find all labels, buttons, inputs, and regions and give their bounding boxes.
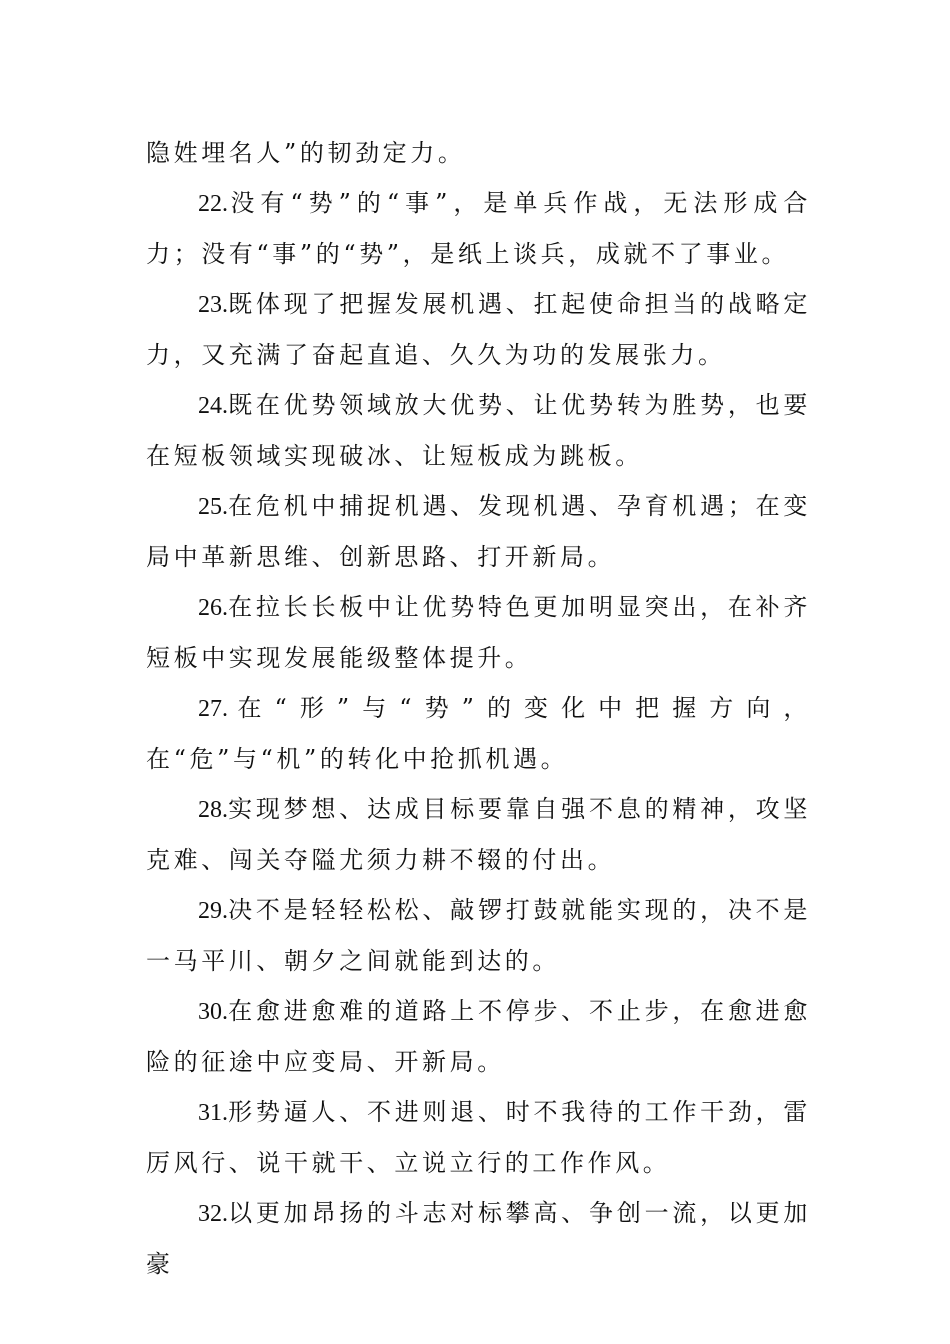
item-number: 30. — [198, 999, 228, 1025]
item-text: 既体现了把握发展机遇、扛起使命担当的战略定力，又充满了奋起直追、久久为功的发展张力。 — [146, 290, 811, 369]
item-number: 29. — [198, 898, 228, 924]
item-text: 既在优势领域放大优势、让优势转为胜势，也要在短板领域实现破冰、让短板成为跳板。 — [146, 391, 811, 470]
list-item — [146, 380, 811, 481]
list-item — [146, 279, 811, 380]
list-item — [146, 178, 811, 279]
item-text: 实现梦想、达成目标要靠自强不息的精神，攻坚克难、闯关夺隘尤须力耕不辍的付出。 — [146, 795, 811, 874]
item-number: 27. — [198, 696, 228, 722]
list-item — [146, 481, 811, 582]
item-number: 31. — [198, 1100, 228, 1126]
list-item — [146, 582, 811, 683]
item-text: 在愈进愈难的道路上不停步、不止步，在愈进愈险的征途中应变局、开新局。 — [146, 997, 811, 1076]
item-text: 在危机中捕捉机遇、发现机遇、孕育机遇；在变局中革新思维、创新思路、打开新局。 — [146, 492, 811, 571]
list-item — [146, 683, 811, 784]
item-number: 24. — [198, 393, 228, 419]
item-text: 在“形”与“势”的变化中把握方向，在“危”与“机”的转化中抢抓机遇。 — [146, 694, 811, 773]
item-number: 32. — [198, 1201, 228, 1227]
item-number: 26. — [198, 595, 228, 621]
item-number: 23. — [198, 292, 228, 318]
continuation-text: 隐姓埋名人”的韧劲定力。 — [146, 139, 466, 167]
item-text: 在拉长长板中让优势特色更加明显突出，在补齐短板中实现发展能级整体提升。 — [146, 593, 811, 672]
list-item — [146, 885, 811, 986]
list-item — [146, 1087, 811, 1188]
document-body — [146, 128, 811, 1289]
list-item — [146, 784, 811, 885]
item-text: 形势逼人、不进则退、时不我待的工作干劲，雷厉风行、说干就干、立说立行的工作作风。 — [146, 1098, 811, 1177]
item-text: 决不是轻轻松松、敲锣打鼓就能实现的，决不是一马平川、朝夕之间就能到达的。 — [146, 896, 811, 975]
continuation-paragraph — [146, 128, 811, 178]
item-number: 25. — [198, 494, 228, 520]
item-text: 以更加昂扬的斗志对标攀高、争创一流，以更加豪 — [146, 1199, 811, 1278]
item-number: 28. — [198, 797, 228, 823]
list-item — [146, 1188, 811, 1289]
list-item — [146, 986, 811, 1087]
item-text: 没有“势”的“事”，是单兵作战，无法形成合力；没有“事”的“势”，是纸上谈兵，成就不了事业。 — [146, 189, 811, 268]
item-number: 22. — [198, 191, 228, 217]
